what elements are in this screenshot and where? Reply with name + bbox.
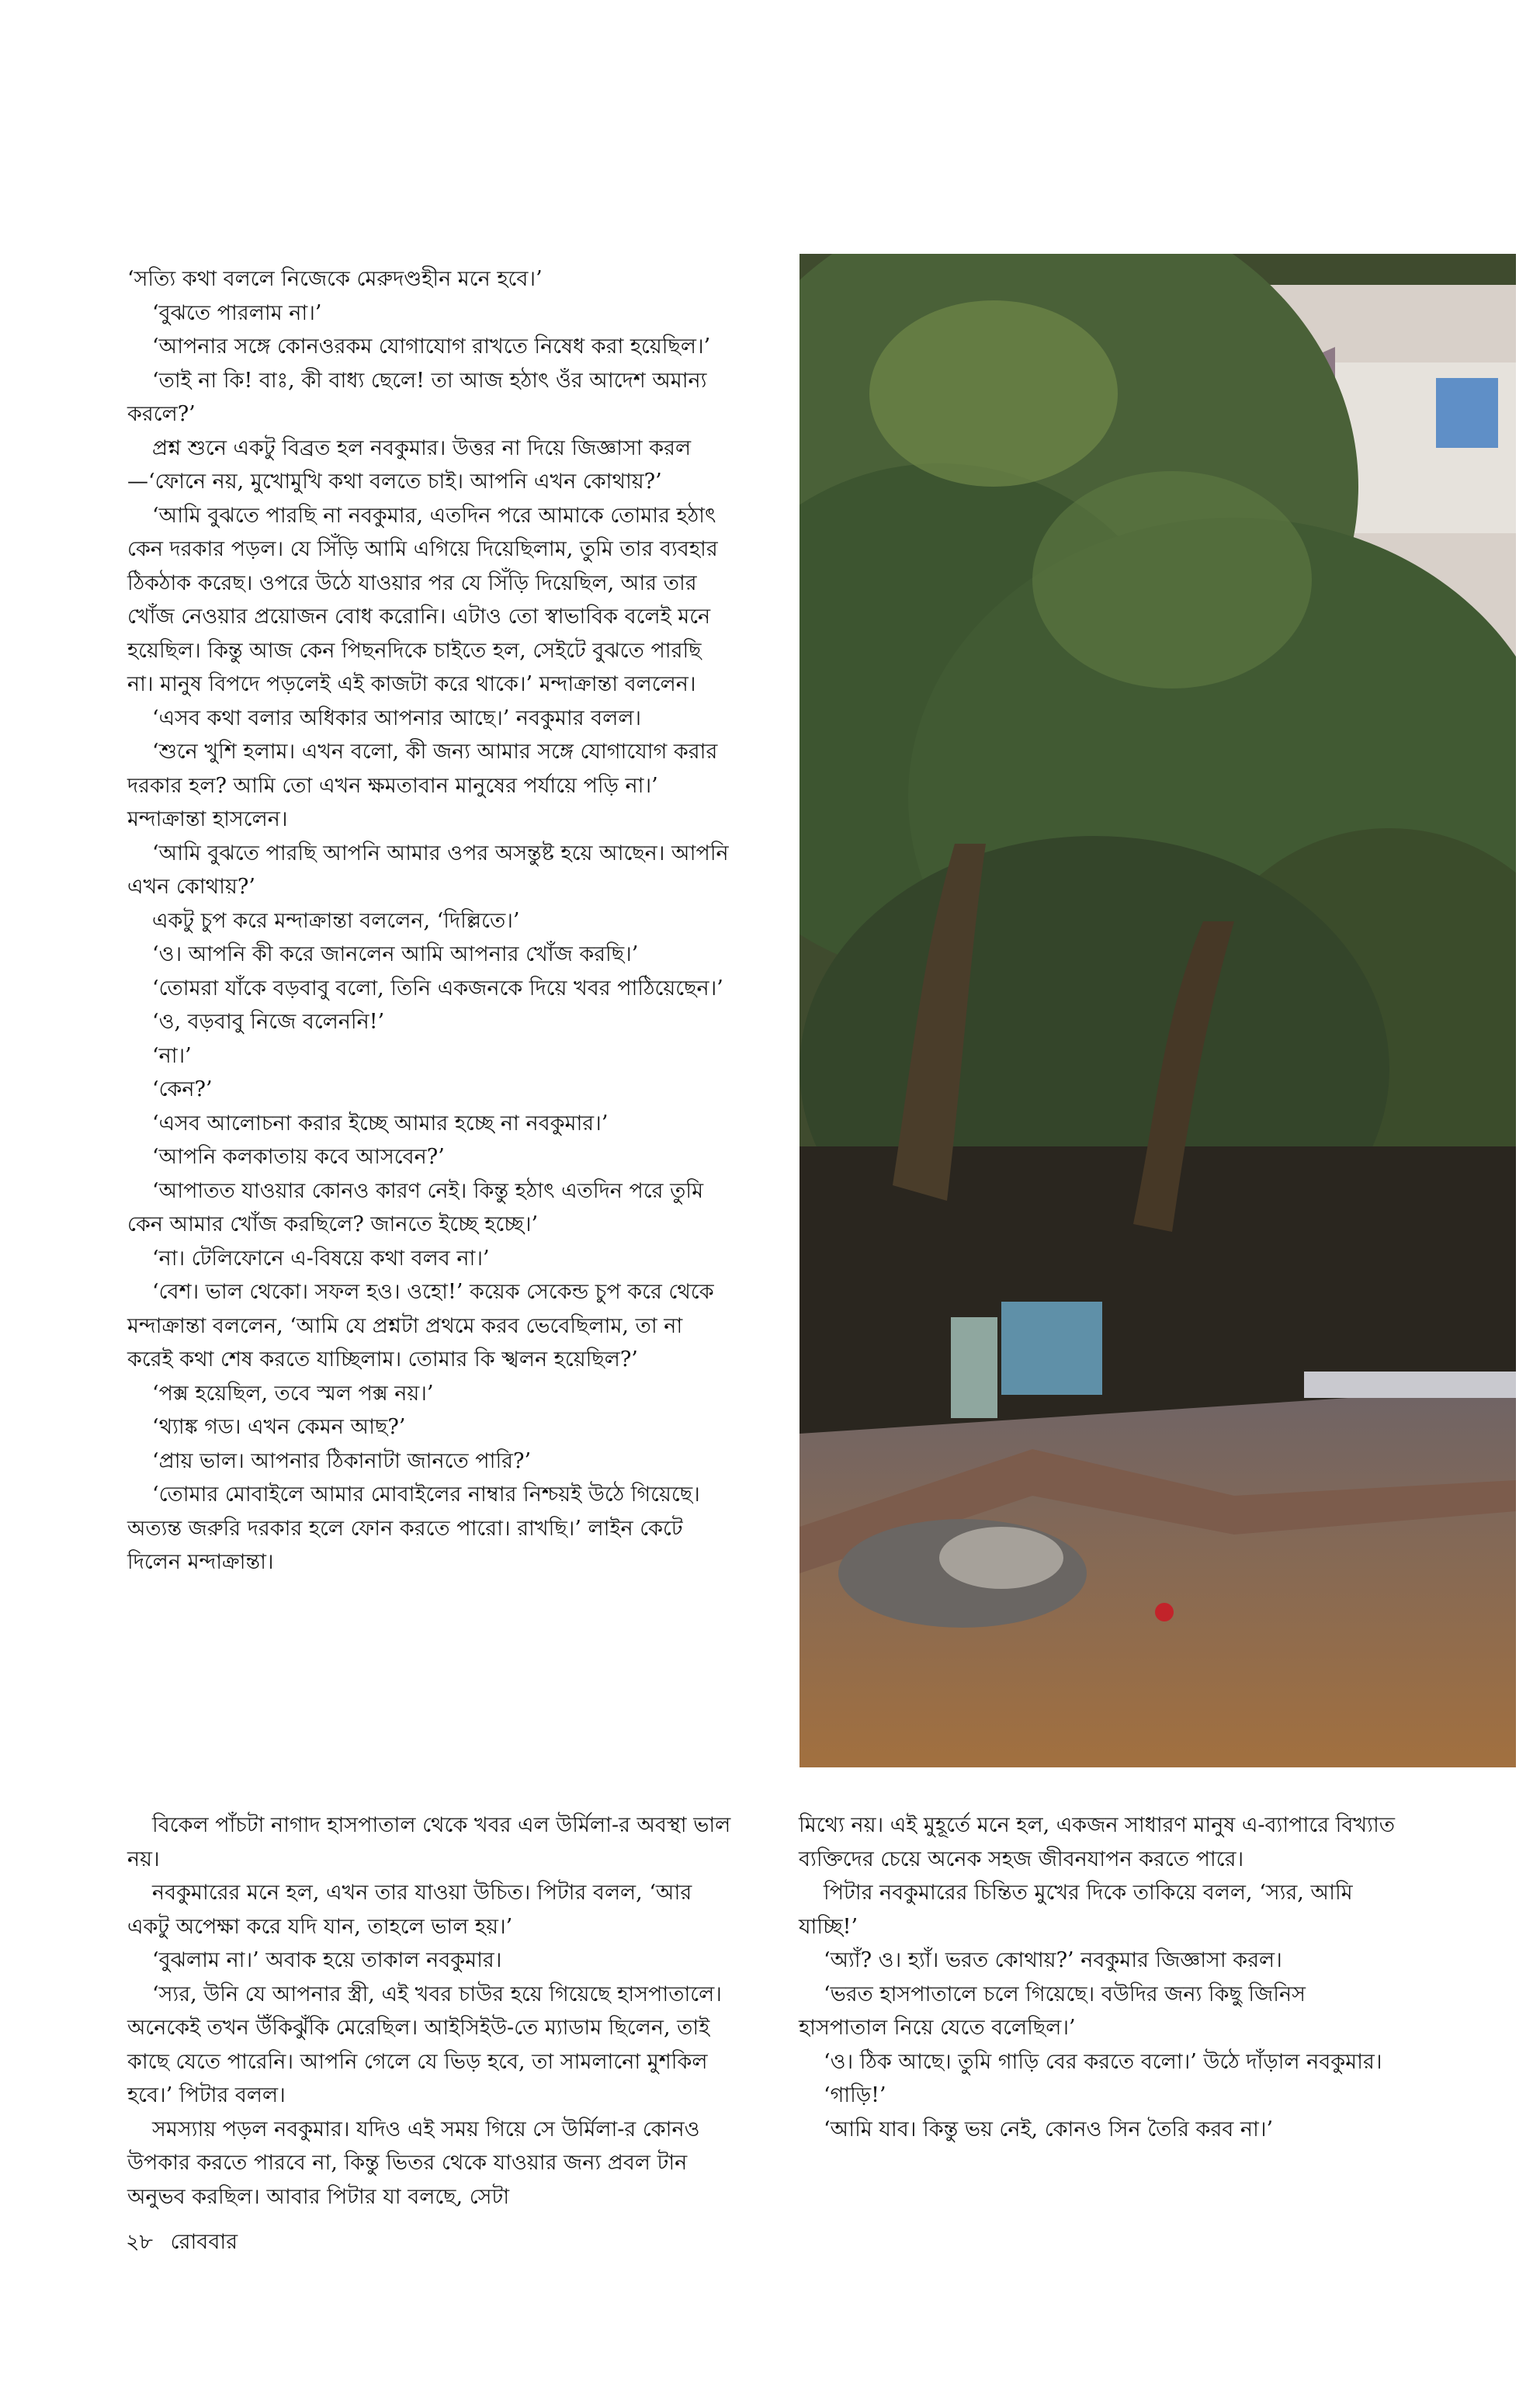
paragraph: প্রশ্ন শুনে একটু বিব্রত হল নবকুমার। উত্তর না দিয়ে জিজ্ঞাসা করল—‘ফোনে নয়, মুখোমুখি কথা বলতে চাই। আপনি এখন কোথায়?’ [127, 435, 692, 494]
paragraph: ‘অ্যাঁ? ও। হ্যাঁ। ভরত কোথায়?’ নবকুমার জিজ্ঞাসা করল। [824, 1948, 1282, 1972]
paragraph: ‘আপনার সঙ্গে কোনওরকম যোগাযোগ রাখতে নিষেধ করা হয়েছিল।’ [152, 335, 711, 359]
paragraph: নবকুমারের মনে হল, এখন তার যাওয়া উচিত। পিটার বলল, ‘আর একটু অপেক্ষা করে যদি যান, তাহলে ভাল হয়।’ [127, 1881, 692, 1939]
paragraph: ‘তাই না কি! বাঃ, কী বাধ্য ছেলে! তা আজ হঠাৎ ওঁর আদেশ অমান্য করলে?’ [127, 368, 707, 426]
paragraph: পিটার নবকুমারের চিন্তিত মুখের দিকে তাকিয়ে বলল, ‘স্যর, আমি যাচ্ছি!’ [799, 1881, 1353, 1939]
paragraph: ‘এসব আলোচনা করার ইচ্ছে আমার হচ্ছে না নবকুমার।’ [152, 1111, 609, 1136]
paragraph: ‘ভরত হাসপাতালে চলে গিয়েছে। বউদির জন্য কিছু জিনিস হাসপাতাল নিয়ে যেতে বলেছিল।’ [799, 1982, 1306, 2040]
paragraph: বিকেল পাঁচটা নাগাদ হাসপাতাল থেকে খবর এল উর্মিলা-র অবস্থা ভাল নয়। [127, 1813, 731, 1871]
page-number: ২৮ [126, 2230, 154, 2254]
paragraph: ‘আপাতত যাওয়ার কোনও কারণ নেই। কিন্তু হঠাৎ এতদিন পরে তুমি কেন আমার খোঁজ করছিলে? জানতে ইচ্ছে হচ্ছে।’ [127, 1178, 704, 1236]
paragraph: ‘সত্যি কথা বললে নিজেকে মেরুদণ্ডহীন মনে হবে।’ [127, 267, 543, 291]
paragraph: ‘না।’ [152, 1043, 192, 1068]
paragraph: ‘আমি বুঝতে পারছি আপনি আমার ওপর অসন্তুষ্ট হয়ে আছেন। আপনি এখন কোথায়?’ [127, 841, 729, 899]
page-footer [126, 2226, 248, 2261]
street-tree-illustration [799, 254, 1516, 1767]
paragraph: ‘স্যর, উনি যে আপনার স্ত্রী, এই খবর চাউর হয়ে গিয়েছে হাসপাতালে। অনেকেই তখন উঁকিঝুঁকি মেরেছিল। আইসিইউ-তে ম্যাডাম ছিলেন, তাই কাছে যেতে পারেনি। আপনি গেলে যে ভিড় হবে, তা সামলানো মুশকিল হবে।’ পিটার বলল। [127, 1982, 722, 2107]
paragraph: ‘পক্স হয়েছিল, তবে স্মল পক্স নয়।’ [152, 1381, 434, 1406]
paragraph: ‘কেন?’ [152, 1077, 213, 1101]
paragraph: ‘ও, বড়বাবু নিজে বলেননি!’ [152, 1010, 385, 1034]
paragraph: ‘আপনি কলকাতায় কবে আসবেন?’ [152, 1145, 445, 1169]
paragraph: ‘আমি যাব। কিন্তু ভয় নেই, কোনও সিন তৈরি করব না।’ [824, 2117, 1274, 2142]
article-column-bottom-right [799, 1809, 1396, 2146]
paragraph: ‘গাড়ি!’ [824, 2083, 886, 2107]
paragraph: ‘না। টেলিফোনে এ-বিষয়ে কথা বলব না।’ [152, 1246, 490, 1271]
paragraph: ‘বুঝতে পারলাম না।’ [152, 300, 322, 325]
article-column-top-left [127, 262, 733, 1580]
paragraph: ‘শুনে খুশি হলাম। এখন বলো, কী জন্য আমার সঙ্গে যোগাযোগ করার দরকার হল? আমি তো এখন ক্ষমতাবান মানুষের পর্যায়ে পড়ি না।’ মন্দাক্রান্তা হাসলেন। [127, 740, 718, 831]
paragraph: একটু চুপ করে মন্দাক্রান্তা বললেন, ‘দিল্লিতে।’ [152, 908, 520, 933]
paragraph: ‘এসব কথা বলার অধিকার আপনার আছে।’ নবকুমার বলল। [152, 706, 642, 730]
paragraph: ‘বুঝলাম না।’ অবাক হয়ে তাকাল নবকুমার। [152, 1948, 502, 1972]
article-column-bottom-left [127, 1809, 733, 2214]
magazine-name: রোববার [170, 2230, 238, 2254]
paragraph: ‘আমি বুঝতে পারছি না নবকুমার, এতদিন পরে আমাকে তোমার হঠাৎ কেন দরকার পড়ল। যে সিঁড়ি আমি এগিয়ে দিয়েছিলাম, তুমি তার ব্যবহার ঠিকঠাক করেছ। ওপরে উঠে যাওয়ার পর যে সিঁড়ি দিয়েছিল, আর তার খোঁজ নেওয়ার প্রয়োজন বোধ করোনি। এটাও তো স্বাভাবিক বলেই মনে হয়েছিল। কিন্তু আজ কেন পিছনদিকে চাইতে হল, সেইটে বুঝতে পারছি না। মানুষ বিপদে পড়লেই এই কাজটা করে থাকে।’ মন্দাক্রান্তা বললেন। [127, 503, 718, 696]
paragraph: সমস্যায় পড়ল নবকুমার। যদিও এই সময় গিয়ে সে উর্মিলা-র কোনও উপকার করতে পারবে না, কিন্তু ভিতর থেকে যাওয়ার জন্য প্রবল টান অনুভব করছিল। আবার পিটার যা বলছে, সেটা [127, 2117, 700, 2209]
paragraph: ‘তোমরা যাঁকে বড়বাবু বলো, তিনি একজনকে দিয়ে খবর পাঠিয়েছেন।’ [152, 976, 723, 1001]
paragraph: ‘ও। ঠিক আছে। তুমি গাড়ি বের করতে বলো।’ উঠে দাঁড়াল নবকুমার। [824, 2049, 1382, 2074]
paragraph: ‘বেশ। ভাল থেকো। সফল হও। ওহো!’ কয়েক সেকেন্ড চুপ করে থেকে মন্দাক্রান্তা বললেন, ‘আমি যে প্রশ্নটা প্রথমে করব ভেবেছিলাম, তা না করেই কথা শেষ করতে যাচ্ছিলাম। তোমার কি স্খলন হয়েছিল?’ [127, 1280, 714, 1372]
paragraph: ‘ও। আপনি কী করে জানলেন আমি আপনার খোঁজ করছি।’ [152, 942, 639, 966]
paragraph: ‘তোমার মোবাইলে আমার মোবাইলের নাম্বার নিশ্চয়ই উঠে গিয়েছে। অত্যন্ত জরুরি দরকার হলে ফোন করতে পারো। রাখছি।’ লাইন কেটে দিলেন মন্দাক্রান্তা। [127, 1483, 700, 1574]
paragraph: ‘থ্যাঙ্ক গড। এখন কেমন আছ?’ [152, 1415, 406, 1439]
paragraph: ‘প্রায় ভাল। আপনার ঠিকানাটা জানতে পারি?’ [152, 1448, 532, 1473]
paragraph: মিথ্যে নয়। এই মুহূর্তে মনে হল, একজন সাধারণ মানুষ এ-ব্যাপারে বিখ্যাত ব্যক্তিদের চেয়ে অনেক সহজ জীবনযাপন করতে পারে। [799, 1813, 1396, 1871]
street-tree-photo [799, 254, 1516, 1767]
